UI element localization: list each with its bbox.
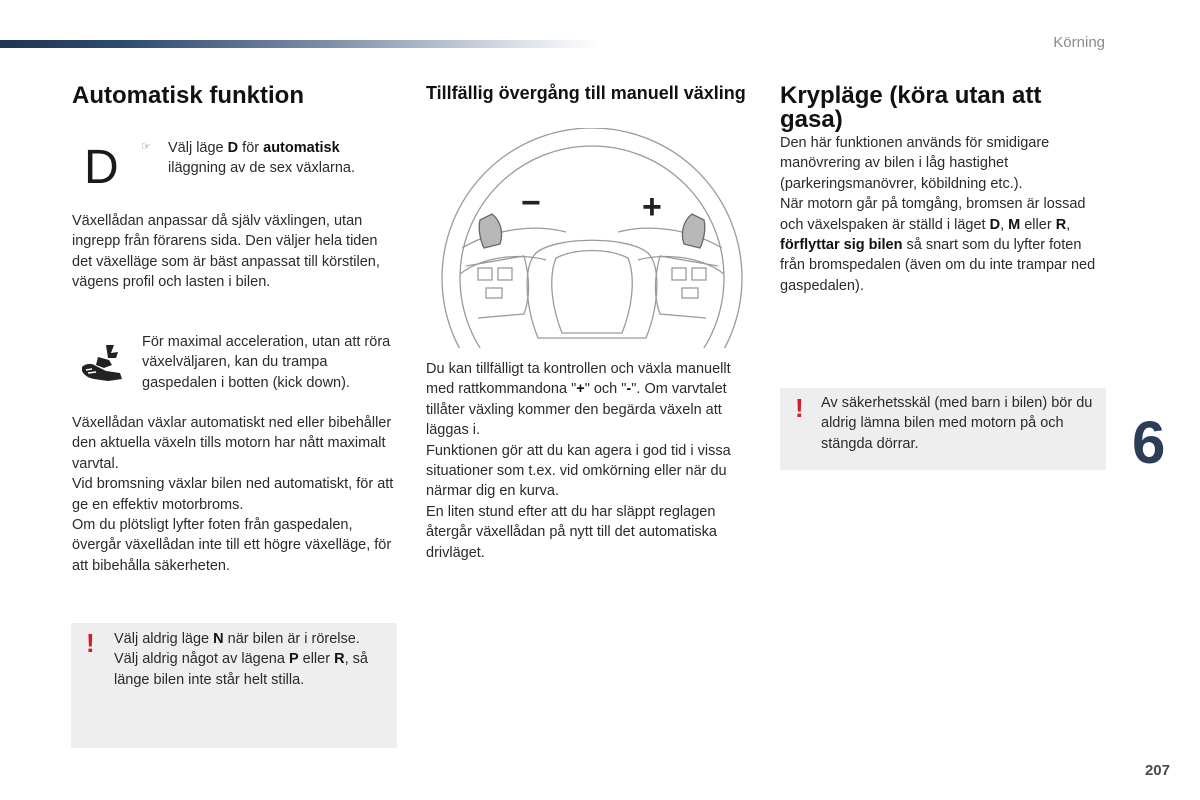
paddle-minus-label: − bbox=[521, 184, 541, 222]
page-number: 207 bbox=[1144, 762, 1170, 779]
paragraph-adaptive-shifting: Växellådan anpassar då själv växlingen, utan ingrepp från förarens sida. Den väljer hela tiden det växelläge som är bäst anpassat till körstilen, vägens profil och lasten i bilen. bbox=[72, 213, 380, 291]
heading-automatic-function: Automatisk funktion bbox=[72, 82, 304, 109]
heading-manual-override: Tillfällig övergång till manuell växling bbox=[426, 83, 746, 103]
gear-d-symbol: D bbox=[84, 141, 119, 194]
warning-icon: ! bbox=[86, 628, 95, 658]
chapter-number: 6 bbox=[1132, 409, 1166, 476]
paragraph-creep-mode: Den här funktionen används för smidigare manövrering av bilen i låg hastighet (parkeringsmanövrer, köbildning etc.). När motorn går på tomgång, bromsen är lossad och växelspaken är ställd i läget D, M eller R, förflyttar sig bilen så snart som du lyfter foten från bromspedalen (även om du inte trampar ned gaspedalen). bbox=[780, 135, 1096, 294]
warning-text-gear-selection: Välj aldrig läge N när bilen är i rörelse. Välj aldrig något av lägena P eller R, så länge bilen inte står helt stilla. bbox=[114, 631, 368, 688]
warning-text-children: Av säkerhetsskäl (med barn i bilen) bör du aldrig lämna bilen med motorn på och stängda dörrar. bbox=[821, 395, 1093, 452]
hand-pointer-icon: ☞ bbox=[141, 141, 151, 153]
header-color-bar bbox=[0, 40, 600, 48]
paragraph-manual-shifting: Du kan tillfälligt ta kontrollen och växla manuellt med rattkommandona "+" och "-". Om varvtalet tillåter växling kommer den begärda växeln att läggas i. Funktionen gör att du kan agera i god tid i vissa situationer som t.ex. vid omkörning eller när du närmar dig en kurva. En liten stund efter att du har släppt reglagen återgår växellådan på nytt till det automatiska drivläget. bbox=[426, 361, 731, 561]
paddle-plus-label: + bbox=[642, 188, 662, 226]
heading-creep-mode: Krypläge (köra utan att gasa) bbox=[780, 82, 1042, 133]
warning-icon: ! bbox=[795, 393, 804, 423]
kick-down-icon bbox=[78, 343, 124, 385]
paragraph-downshift: Växellådan växlar automatiskt ned eller bibehåller den aktuella växeln tills motorn har nått maximalt varvtal. Vid bromsning växlar bilen ned automatiskt, för att ge en effektiv motorbroms. Om du plötsligt lyfter foten från gaspedalen, övergår växellådan inte till ett högre växelläge, för att bibehålla säkerheten. bbox=[72, 415, 394, 574]
steering-wheel-paddles-icon bbox=[426, 128, 758, 348]
instruction-select-d: Välj läge D för automatisk iläggning av de sex växlarna. bbox=[168, 140, 356, 177]
section-label: Körning bbox=[1053, 34, 1105, 51]
paragraph-kick-down: För maximal acceleration, utan att röra växelväljaren, kan du trampa gaspedalen i botten (kick down). bbox=[142, 334, 391, 391]
